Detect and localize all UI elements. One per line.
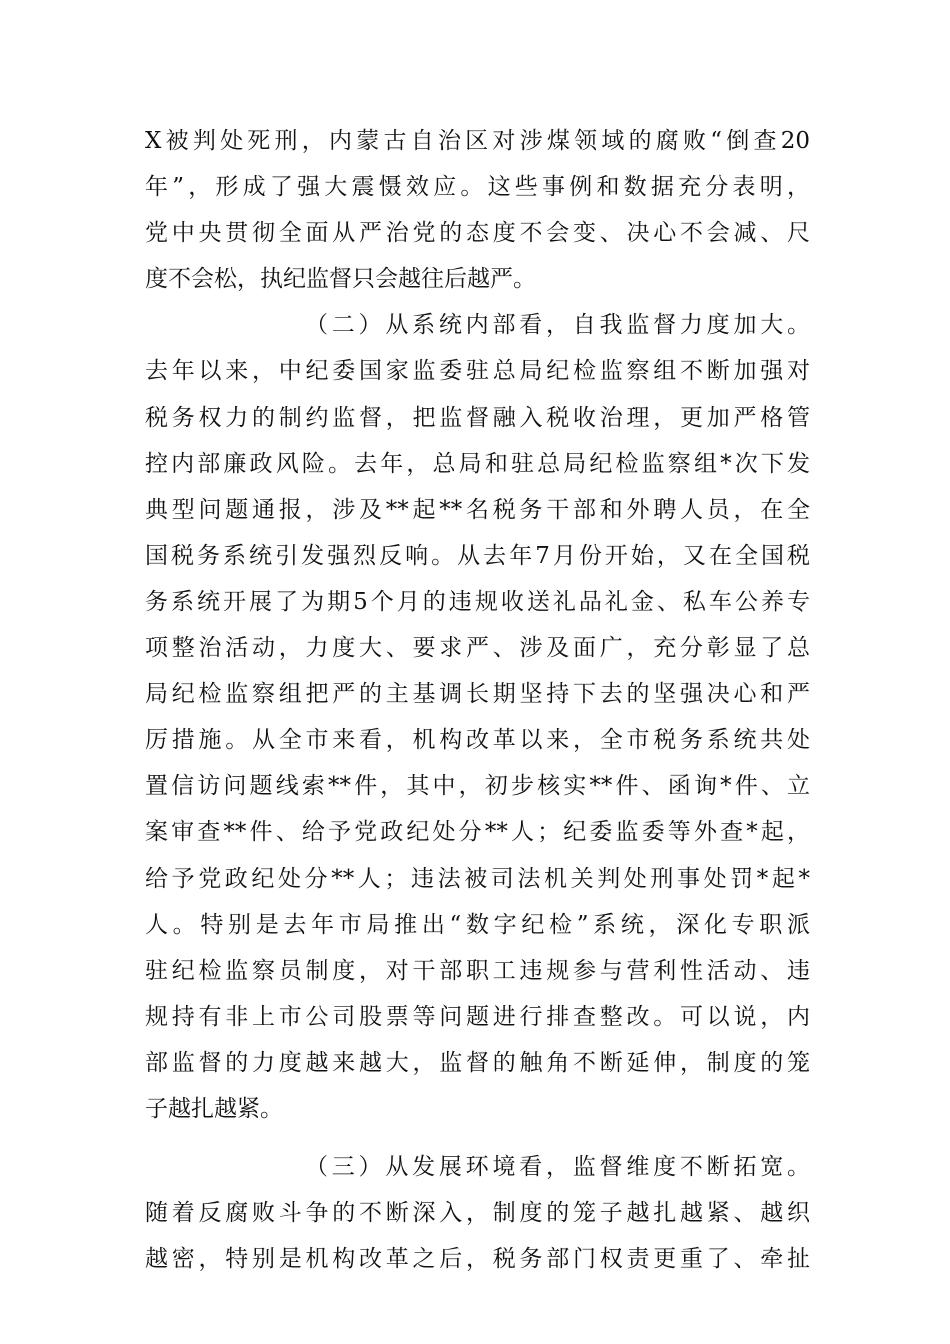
text-line: 去年以来，中纪委国家监委驻总局纪检监察组不断加强对 — [145, 358, 810, 385]
text-line: 案审查**件、给予党政纪处分**人；纪委监委等外查*起， — [145, 819, 810, 846]
text-line: 子越扎越紧。 — [145, 1095, 283, 1122]
paragraph-gap — [145, 1132, 810, 1144]
section-heading-2: （二）从系统内部看，自我监督力度加大。 — [305, 312, 810, 339]
text-line: 人。特别是去年市局推出“数字纪检”系统，深化专职派 — [145, 911, 810, 938]
text-line: 局纪检监察组把严的主基调长期坚持下去的坚强决心和严 — [145, 681, 810, 708]
text-line: 年”，形成了强大震慑效应。这些事例和数据充分表明， — [145, 174, 810, 201]
text-line: 控内部廉政风险。去年，总局和驻总局纪检监察组*次下发 — [145, 450, 810, 477]
text-line: 度不会松，执纪监督只会越往后越严。 — [145, 266, 536, 293]
text-line: 给予党政纪处分**人；违法被司法机关判处刑事处罚*起* — [145, 865, 810, 892]
text-line: 厉措施。从全市来看，机构改革以来，全市税务系统共处 — [145, 727, 810, 754]
text-line: 项整治活动，力度大、要求严、涉及面广，充分彰显了总 — [145, 635, 810, 662]
document-body — [145, 118, 810, 1282]
text-line: 税务权力的制约监督，把监督融入税收治理，更加严格管 — [145, 404, 810, 431]
text-line: 务系统开展了为期5个月的违规收送礼品礼金、私车公养专 — [145, 588, 810, 615]
text-line: 随着反腐败斗争的不断深入，制度的笼子越扎越紧、越织 — [145, 1200, 810, 1227]
text-line: 典型问题通报，涉及**起**名税务干部和外聘人员，在全 — [145, 496, 810, 523]
text-line: 党中央贯彻全面从严治党的态度不会变、决心不会减、尺 — [145, 220, 810, 247]
text-line: 国税务系统引发强烈反响。从去年7月份开始，又在全国税 — [145, 542, 810, 569]
text-line: X被判处死刑，内蒙古自治区对涉煤领域的腐败“倒查20 — [145, 128, 810, 154]
text-line: 越密，特别是机构改革之后，税务部门权责更重了、牵扯 — [145, 1246, 810, 1273]
section-heading-3: （三）从发展环境看，监督维度不断拓宽。 — [305, 1154, 810, 1181]
text-line: 部监督的力度越来越大，监督的触角不断延伸，制度的笼 — [145, 1049, 810, 1076]
text-line: 驻纪检监察员制度，对干部职工违规参与营利性活动、违 — [145, 957, 810, 984]
text-line: 置信访问题线索**件，其中，初步核实**件、函询*件、立 — [145, 773, 810, 800]
text-line: 规持有非上市公司股票等问题进行排查整改。可以说，内 — [145, 1003, 810, 1030]
